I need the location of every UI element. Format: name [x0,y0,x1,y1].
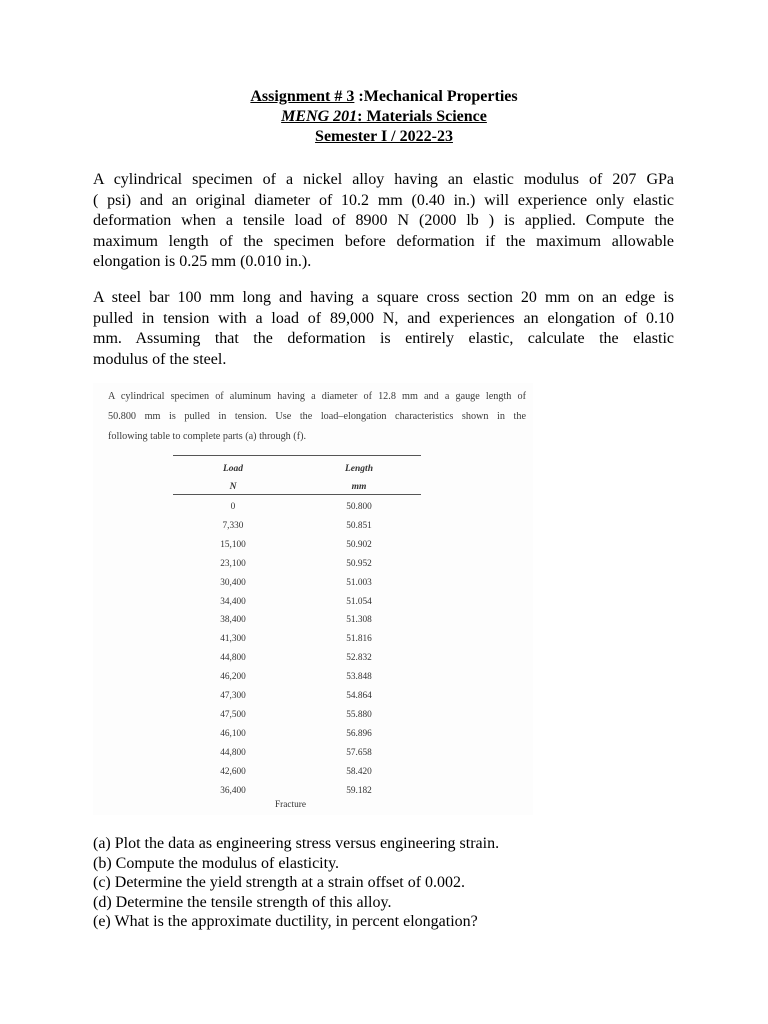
embedded-problem-image [93,383,533,815]
problem-1-text [93,170,674,273]
load-cell: 41,300 [220,634,246,645]
course-title [0,107,768,127]
load-cell: 7,330 [222,520,244,531]
table-top-rule [173,455,421,456]
load-cell: 0 [230,502,236,512]
problem-1-line: maximum length of the specimen before deformation if the maximum allowable [93,232,674,250]
length-cell: 57.658 [346,747,372,758]
question-c: (c) Determine the yield strength at a strain offset of 0.002. [93,874,466,892]
problem-2-line: pulled in tension with a load of 89,000 N, and experiences an elongation of 0.10 [93,309,674,327]
load-cell: 23,100 [220,558,246,569]
fracture-note: Fracture [275,800,306,810]
load-cell: 15,100 [220,539,246,550]
question-a: (a) Plot the data as engineering stress versus engineering strain. [93,835,500,852]
load-unit-label: N [229,482,237,492]
length-cell: 55.880 [346,709,372,720]
load-cell: 36,400 [220,785,246,796]
question-b: (b) Compute the modulus of elasticity. [93,854,340,872]
load-cell: 47,300 [220,691,246,701]
length-cell: 50.902 [346,539,372,550]
load-cell: 44,800 [220,747,246,758]
length-unit-label: mm [351,482,367,492]
document-header [0,87,768,147]
questions-list [93,834,693,932]
load-cell: 44,800 [220,653,246,664]
problem-1-line: deformation when a tensile load of 8900 N (2000 lb ) is applied. Compute the [93,212,674,229]
load-cell: 46,200 [220,672,246,683]
problem-2-line: mm. Assuming that the deformation is entirely elastic, calculate the elastic [93,330,674,347]
length-cell: 51.003 [346,577,372,588]
load-cell: 38,400 [220,615,246,626]
problem-2-line: A steel bar 100 mm long and having a square cross section 20 mm on an edge is [93,289,674,306]
load-cell: 30,400 [220,577,246,588]
problem-1-line: elongation is 0.25 mm (0.010 in.). [93,253,312,270]
length-cell: 54.864 [346,691,372,701]
figure-intro-line: A cylindrical specimen of aluminum having a diameter of 12.8 mm and a gauge length of [108,391,526,402]
figure-intro-line: 50.800 mm is pulled in tension. Use the load–elongation characteristics shown in the [108,411,526,422]
course-name: : Materials Science [357,108,487,125]
figure-intro-line: following table to complete parts (a) through (f). [108,431,307,442]
length-cell: 51.054 [346,596,372,607]
problem-2-line: modulus of the steel. [93,350,227,368]
semester-line: Semester I / 2022-23 [315,128,453,145]
length-cell: 59.182 [346,785,372,796]
load-cell: 46,100 [220,728,246,739]
load-cell: 42,600 [220,766,246,777]
length-cell: 56.896 [346,728,372,739]
length-column-header: Length [345,464,373,474]
length-cell: 53.848 [346,672,372,683]
problem-1-line: A cylindrical specimen of a nickel alloy having an elastic modulus of 207 GPa [93,171,674,188]
length-cell: 52.832 [346,653,372,664]
problem-1-line: ( psi) and an original diameter of 10.2 mm (0.40 in.) will experience only elastic [93,191,674,209]
length-cell: 58.420 [346,766,372,777]
load-cell: 34,400 [220,596,246,607]
assignment-title [0,87,768,107]
table-header-rule [173,494,421,495]
length-cell: 50.851 [346,520,372,531]
course-code: MENG 201 [281,108,358,125]
length-cell: 51.816 [346,634,372,645]
question-e: (e) What is the approximate ductility, in percent elongation? [93,913,478,931]
length-cell: 50.952 [346,558,372,569]
question-d: (d) Determine the tensile strength of this alloy. [93,893,392,911]
length-cell: 51.308 [346,615,372,626]
load-column-header: Load [222,464,244,474]
assignment-number: Assignment # 3 [250,88,355,105]
figure-intro-text [108,387,526,447]
assignment-topic: :Mechanical Properties [354,88,518,105]
length-cell: 50.800 [346,502,372,512]
load-cell: 47,500 [220,709,246,720]
problem-2-text [93,288,674,370]
